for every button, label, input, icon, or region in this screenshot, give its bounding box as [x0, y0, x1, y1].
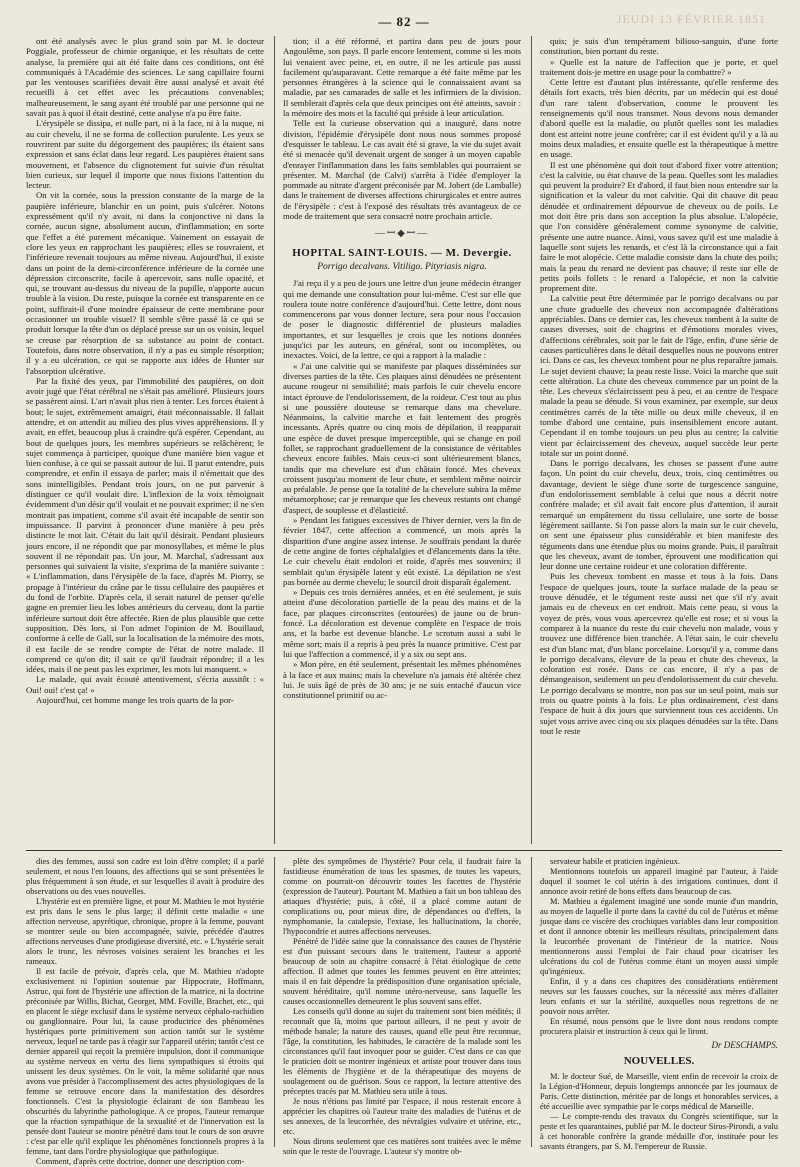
paragraph: « J'ai une calvitie qui se manifeste par plaques disséminées sur diverses parties de la tête. Ces plaques ainsi dénudées ne présentent aucune rougeur ni sensibilité; mais parfois le cuir chevelu encore intact éprouve de l'endolorissement, de la roideur. C'est tout au plus si une poussière douteuse se remarque dans ma chevelure. Néanmoins, la calvitie marche et fait lentement des progrès incessants. Après quatre ou cinq mois de dépilation, il reapparait une espèce de duvet presque imperceptible, qui se change en poil follet, se rapprochant graduellement de la consistance de véritables cheveux encore faibles. Mais ceux-ci sont ultérieurement blancs, tandis que ma chevelure est d'un châtain foncé. Mes cheveux croissent jusqu'au moment de leur chute, et semblent même noircir au préalable. Je pense que la totalité de la chevelure subira la même métamorphose; car je remarque que les cheveux restants ont changé d'aspect, de souplesse et d'élasticité.	[283, 360, 521, 515]
paragraph: dies des femmes, aussi son cadre est loin d'être complet; il a parlé seulement, et nous l'en louons, des affections qui se sont présentées le plus fréquemment à son étude, et sur lesquelles il avait à produire des observations ou des vues nouvelles.	[26, 857, 264, 896]
paragraph: Par la fixité des yeux, par l'immobilité des paupières, on doit avoir jugé que l'état cérébral ne s'était pas amélioré. Plusieurs jours se passèrent ainsi. L'art n'avait plus rien à tenter. Les forces étaient à bout; le sujet, extrêmement amaigri, était méconnaissable. Il fallait attendre, et on attendit au milieu des plus vives appréhensions. Il y avait, en effet, beaucoup plus à craindre qu'à espérer. Cependant, au bout de quelques jours, les membres supérieurs se relâchèrent; le sujet commença à participer, quoique d'une manière bien vague et bien confuse, à ce qui se passait autour de lui. Il parut entendre, puis comprendre, et enfin il essaya de parler; mais il n'émettait que des sons inintelligibles. Pendant trois jours, on ne put parvenir à distinguer ce qu'il voulait dire. L'inflexion de la voix témoignait évidemment d'un désir qu'il voulait et ne pouvait exprimer; il ne s'en montrait pas impatient, comme s'il avait été incapable de sentir son impuissance. Il parvint à prononcer d'une manière à peu près distincte le mot lait. C'était du lait qu'il désirait. Pendant plusieurs jours encore, il ne répondit que par monosyllabes, et même le plus souvent il ne répondait pas. Un jour, M. Marchal, s'adressant aux personnes qui suivaient la visite, s'exprima de la manière suivante : « L'inflammation, dans l'érysipèle de la face, d'après M. Piorry, se propage à l'intérieur du crâne par le tissu cellulaire des paupières et du fond de l'orbite. D'après cela, il serait naturel de penser qu'elle gagne en premier lieu les lobes antérieurs du cerveau, dont la partie inférieure surtout doit être affectée. Rien de plus plausible que cette supposition. Dès lors, si l'on admet l'opinion de M. Bouillaud, conforme à celle de Gall, sur la localisation de la mémoire des mots, il est facile de se rendre compte de l'état de notre malade. Il comprend ce qu'on dit; il sait ce qu'il faudrait répondre; il a les idées, mais il ne peut pas les exprimer, les mots lui manquent. »	[26, 375, 264, 675]
paragraph: Mentionnons toutefois un appareil imaginé par l'auteur, à l'aide duquel il soumet le col utérin à des irrigations continues, dont il annonce avoir retiré de bons effets dans beaucoup de cas.	[540, 867, 778, 896]
hospital-title: HOPITAL SAINT-LOUIS. — M. Devergie.	[292, 246, 512, 259]
bottom-column-2	[274, 857, 521, 1156]
page-number: — 82 —	[378, 14, 430, 29]
bottom-column-3	[531, 857, 782, 1151]
bottom-columns	[26, 857, 782, 1166]
section-ornament: —ꟷ◆ꟷ—	[375, 228, 429, 240]
paragraph: M. le docteur Sué, de Marseille, vient enfin de recevoir la croix de la Légion-d'Honneur, depuis longtemps annoncée par les journaux de Paris. Cette distinction, méritée par de longs et honorables services, a été accueillie avec sympathie par le corps médical de Marseille.	[540, 1072, 778, 1111]
paragraph: ont été analysés avec le plus grand soin par M. le docteur Poggiale, professeur de chimie organique, et les résultats de cette analyse, la première qui ait été faite dans ces conditions, ont été communiqués à l'Académie des sciences. Le sang capillaire fourni par les ventouses scarifiées devait être aussi analysé et avait été recueilli à cet effet avec les précautions convenables; malheureusement, le sang ayant été troublé par une personne qui ne savait pas à quoi il était destiné, cette analyse n'a pu être faite.	[26, 36, 264, 119]
top-columns	[26, 36, 782, 844]
paragraph: » Quelle est la nature de l'affection que je porte, et quel traitement dois-je mettre en usage pour la combattre? »	[540, 56, 778, 77]
paragraph: Je nous n'étions pas limité par l'espace, il nous resterait encore à apprécier les chapitres où l'auteur traite des maladies de l'utérus et de ses annexes, de la leucorrhée, des névralgies vulvaire et utérine, etc., etc.	[283, 1097, 521, 1136]
author-signature: Dr DESCHAMPS.	[711, 1040, 778, 1050]
paragraph: Il est facile de prévoir, d'après cela, que M. Mathieu n'adopte exclusivement ni l'opinion soutenue par Hippocrate, Hoffmann, Astruc, qui font de l'hystérie une affection de la matrice, ni la doctrine préconisée par Willis, Bichat, Georget, MM. Foville, Brachet, etc., qui en placent le siège exclusif dans le système nerveux céphalo-rachidien ou ganglionnaire. Pour lui, la cause productrice des phénomènes hystériques porte primitivement son action tantôt sur le système nerveux, lequel ne tarde pas à réagir sur l'appareil utérin; tantôt c'est ce dernier appareil qui reçoit la première impulsion, dont il communique au système nerveux en vertu des liens sympathiques si étroits qui unissent les deux systèmes. On le voit, la même solidarité que nous avons vue présider à l'accomplissement des actes physiologiques de la femme se retrouve encore dans la manifestation des désordres fonctionnels. C'est la physiologie éclairant de son flambeau les obscurités du labyrinthe pathologique. A ce propos, l'auteur remarque que la réaction sympathique de la sexualité et de l'innervation est la pensée dont l'auteur se montre pénétré dans tout le cours de son œuvre : c'est par elle qu'il explique les phénomènes fonctionnels propres à la femme, tant dans l'ordre physiologique que pathologique.	[26, 967, 264, 1156]
paragraph: plète des symptômes de l'hystérie? Pour cela, il faudrait faire la fastidieuse énumération de tous les spasmes, de toutes les vapeurs, comme on pourrait-on découvrir toutes les facettes de l'hystérie (expression de l'auteur). Pourtant M. Mathieu a fait un bon tableau des attaques d'hystérie; puis, à côté, il a placé comme autant de complications ou, pour mieux dire, de dépendances ou d'effets, la nymphomanie, la catalepsie, l'extase, les hallucinations, la chorée, l'hypocondrie et autres affections nerveuses.	[283, 857, 521, 936]
paragraph: L'hystérie est en première ligne, et pour M. Mathieu le mot hystérie est pris dans le sens le plus large; il définit cette maladie « une affection nerveuse, apyrétique, chronique, propre à la femme, pouvant se montrer seule ou bien accompagnée, suivie, précédée d'autres affections nerveuses d'une prodigieuse diversité, etc. » L'hystérie serait alors le tronc, les névroses voisines seraient les branches et les rameaux.	[26, 897, 264, 966]
paragraph: » Pendant les fatigues excessives de l'hiver dernier, vers la fin de février 1847, cette affection a commencé, un mois après la disparition d'une angine assez intense. Je souffrais pendant la durée de cette angine de fortes céphalalgies et d'élancements dans la tête. Le cuir chevelu était endolori et roide, d'après mes souvenirs; il semblait qu'un érysipèle latent y eût existé. La dépilation ne s'est pas bornée au derme chevelu; le sourcil droit disparaît également.	[283, 515, 521, 587]
paragraph: La calvitie peut être déterminée par le porrigo decalvans ou par une chute graduelle des cheveux non accompagnée d'altérations appréciables. Dans ce dernier cas, les cheveux tombent à la suite de causes diverses, soit de chagrins et d'émotions morales vives, d'affections cérébrales, soit par le fait de l'âge, enfin, d'une série de causes particulières dans le détail desquelles nous ne pouvons entrer ici. Dans ce cas, les cheveux tombent pour ne plus reparaître jamais. Le sujet devient chauve; la peau reste lisse. Voici la marche que suit cette altération. La chute des cheveux commence par un point de la tête. Les cheveux s'éclaircissent peu à peu, et au centre de l'espace malade la peau se dénude. Si vous examinez, par exemple, sur deux centimètres carrés de la tête mille ou deux mille cheveux, il en tombe d'abord une centaine, puis insensiblement encore autant. Cependant il en tombe toujours un peu plus au centre; la calvitie vient par éclaircissement des cheveux, auquel succède leur perte totale sur un point donné.	[540, 293, 778, 458]
paragraph: Les conseils qu'il donne au sujet du traitement sont bien médités; il reconnaît que là, moins que partout ailleurs, il ne peut y avoir de méthode banale; la nature des causes, quand elle peut être reconnue, l'âge, la constitution, les habitudes, le caractère de la malade sont les circonstances qu'il faut invoquer pour se guider. C'est dans ce cas que le praticien doit se montrer ingénieux et artiste pour trouver dans tous les éléments de l'hygiène et de la thérapeutique des moyens de soulagement ou de guérison. Sous ce rapport, la lecture attentive des préceptes tracés par M. Mathieu sera utile à tous.	[283, 1007, 521, 1096]
horizontal-rule	[26, 850, 782, 851]
paragraph: Pénétré de l'idée saine que la connaissance des causes de l'hystérie est d'un puissant secours dans le traitement, l'auteur a apporté beaucoup de soin au chapitre consacré à l'état étiologique de cette affection. Il admet que toutes les femmes peuvent en être atteintes; mais il en fait dépendre la prédisposition d'une organisation spéciale, souvent héréditaire, qu'il nomme utéro-nerveuse, sans laquelle les causes occasionnelles demeurent le plus souvent sans effet.	[283, 937, 521, 1006]
paragraph: Comment, d'après cette doctrine, donner une description com-	[36, 1157, 245, 1166]
paragraph: On vit la cornée, sous la pression constante de la marge de la paupière inférieure, blanchir en un point, puis s'ulcérer. Notons expressément qu'il n'y avait, ni dans la conjonctive ni dans la cornée, aucun signe, absolument aucun, d'inflammation; en sorte que l'effet a été purement mécanique. Vainement on essayait de clore les yeux en rapprochant les paupières; elles se rouvraient, et l'inférieure revenait toujours au même niveau. Aujourd'hui, il existe dans un point de la demi-circonférence inférieure de la cornée une dépression circonscrite, facile à apercevoir, sans nulle opacité, et qui, se trouvant au-dessus du niveau de la pupille, n'apporte aucun trouble à la vision. Du reste, puisque la cornée est transparente en ce point, suffirait-il d'une moindre épaisseur de cette membrane pour occasionner un trouble visuel? Il semble s'être passé là ce qui se produit lorsque la tête d'un os déplacé presse sur un os voisin, lequel se creuse par résorption de sa substance au point de contact. Toutefois, dans notre observation, il n'y a pas eu simple résorption; il y a eu ulcération, ce qui se rapporte aux idées de Hunter sur l'absorption ulcérative.	[26, 190, 264, 376]
paragraph: » Depuis ces trois dernières années, et en été seulement, je suis atteint d'une décoloration partielle de la peau des mains et de la face, par plaques circonscrites (entourées) de jaune ou de brun-foncé. La décoloration est devenue complète en l'espace de trois ans, et la barbe est devenue blanche. Le scrotum aussi a subi le même sort; mais il a repris à peu près la nuance primitive. C'est par lui que l'affection a commencé, il y a six ou sept ans.	[283, 587, 521, 659]
hospital-subtitle: Porrigo decalvans. Vitiligo. Pityriasis nigra.	[317, 261, 487, 272]
column-1	[26, 36, 264, 844]
paragraph: Aujourd'hui, cet homme mange les trois quarts de la por-	[36, 695, 234, 705]
paragraph: J'ai reçu il y a peu de jours une lettre d'un jeune médecin étranger qui me demande une consultation pour lui-même. C'est sur elle que roulera toute notre conférence d'aujourd'hui. Cette lettre, dont nous commencerons par vous donner lecture, sera pour nous l'occasion de poser le diagnostic différentiel de plusieurs maladies importantes, et sur lesquelles je crois que les notions données jusqu'ici par les auteurs, en général, sont ou incomplètes, ou inexactes. Voici, de la lettre, ce qui a rapport à la maladie :	[283, 278, 521, 361]
paragraph: Nous dirons seulement que ces matières sont traitées avec le même soin que le reste de l'ouvrage. L'auteur s'y montre ob-	[283, 1137, 521, 1156]
nouvelles-title: NOUVELLES.	[623, 1055, 695, 1067]
paragraph: Cette lettre est d'autant plus intéressante, qu'elle renferme des détails fort exacts, très bien décrits, par un médecin qui est doué d'un rare talent d'observation, comme le prouvent les renseignements qu'il nous transmet. Nous devons nous demander d'abord quelle est la maladie, ou plutôt quelles sont les maladies dont est atteint notre jeune confrère; car il est évident qu'il y a là au moins deux maladies, et ensuite quelle est la thérapeutique à mettre en usage.	[540, 77, 778, 160]
paragraph: — Le compte-rendu des travaux du Congrès scientifique, sur la peste et les quarantaines, publié par M. le docteur Sirus-Pirondi, a valu à cet honorable confrère la grande médaille d'or, instituée pour les savants étrangers, par S. M. l'empereur de Russie.	[540, 1112, 778, 1151]
paragraph: En résumé, nous pensons que le livre dont nous rendons compte procurera plaisir et instruction à ceux qui le liront.	[540, 1017, 778, 1036]
paragraph: Puis les cheveux tombent en masse et tous à la fois. Dans l'espace de quelques jours, toute la surface malade de la peau se trouve dénudée, et le tégument reste aussi net que s'il n'y avait jamais eu de cheveux en cet endroit. Mais cette peau, si vous la voyez de près, vous vous apercevrez qu'elle est rose; et si vous la comparez à la nuance du reste du cuir chevelu non malade, vous y trouvez une différence bien tranchée. A l'état sain, le cuir chevelu est d'un blanc mat, d'un blanc porcelaine. Lorsqu'il y a, comme dans le porrigo decalvans, élevure de la peau et chute des cheveux, la coloration est rosée. Dans ce cas encore, il n'y a pas de démangeaison, seulement un peu d'endolorissement du cuir chevelu. Le porrigo decalvans se montre, non pas sur un seul point, mais sur trois ou quatre points à la fois. Le plus ordinairement, c'est dans l'espace de huit à dix jours que surviennent tous ces accidents. Un sujet vous arrive avec cinq ou six plaques dénudées sur la tête. Dans tout le reste	[540, 571, 778, 736]
paragraph: L'érysipèle se dissipa, et nulle part, ni à la face, ni à la nuque, ni au cuir chevelu, il ne se forma de collection purulente. Les yeux se rouvrirent par suite du dégorgement des paupières; ils étaient sans expression et sans éclat dans leur regard. Les paupières étaient sans mouvement, et l'absence du clignotement fut suivie d'un résultat bien curieux, sur lequel il importe que nous fixions l'attention du lecteur.	[26, 118, 264, 191]
bleed-through-date: JEUDI 13 FÉVRIER 1851	[616, 12, 766, 26]
paragraph: Il est une phénomène qui doit tout d'abord fixer votre attention; c'est la calvitie, ou état chauve de la peau. Quelles sont les maladies qui peuvent la produire? Et d'abord, il faut bien nous entendre sur la signification et la valeur du mot calvitie. Qui dit chauve dit peau dénudée et ordinairement dépourvue de cheveux ou de poils. Le mot doit être pris dans son acception la plus absolue. L'alopécie, que l'on considère généralement comme synonyme de calvitie, présente une autre nuance. Ainsi, vous savez qu'il est une maladie à laquelle sont sujets les renards, et c'est là la circonstance qui a fait faire le mot alopécie. Cette maladie consiste dans la chute des poils; mais la peau du renard ne devient pas chauve; il reste sur elle de petits poils follets : le renard a l'alopécie, et non la calvitie proprement dite.	[540, 159, 778, 294]
paragraph: Dans le porrigo decalvans, les choses se passent d'une autre façon. Un point du cuir chevelu, deux, trois, cinq centimètres ou davantage, devient le siège d'une sorte de turgescence sanguine, d'un endolorissement semblable à celui que nous a décrit notre confrère malade; et s'il avait fait encore plus d'attention, il aurait remarqué un empâtement du tissu cellulaire, une sorte de bosse légèrement saillante. Si l'on passe alors la main sur le cuir chevelu, on sent une épaisseur plus considérable et bien manifeste des téguments dans une étendue plus ou moins grande. Puis, il paraîtrait que les cheveux, avant de tomber, éprouvent une modification qui leur donne une certaine roideur et une coloration différente.	[540, 458, 778, 572]
paragraph: Enfin, il y a dans ces chapitres des considérations entièrement neuves sur les fausses couches, sur la nécessité aux mères d'allaiter leurs enfants et sur la stérilité, auxquelles nous regrettons de ne pouvoir nous arrêter.	[540, 977, 778, 1016]
paragraph: M. Mathieu a également imaginé une sonde munie d'un mandrin, au moyen de laquelle il porte dans la cavité du col de l'utérus et même jusque dans ce viscère des crochiques variables dans leur composition et dont il annonce obtenir les meilleurs résultats, principalement dans la leucorrhée provenant de l'intérieur de la matrice. Nous mentionnerons aussi l'emploi de l'air chaud pour cicatriser les ulcérations du col de l'utérus comme étant un moyen aussi simple qu'ingénieux.	[540, 897, 778, 976]
paragraph: tion; il a été réformé, et partira dans peu de jours pour Angoulême, son pays. Il parle encore lentement, comme si les mots lui venaient avec peine, et, en outre, il ne les articule pas aussi facilement qu'auparavant. Cette remarque a été faite même par les personnes étrangères à la science qui le connaissaient avant sa maladie, par ses camarades de salle et les infirmiers de la division. Il semblerait d'après cela que deux principes ont été atteints, savoir : la mémoire des mots et la faculté qui préside à leur articulation.	[283, 36, 521, 119]
column-3	[531, 36, 782, 844]
bottom-column-1	[26, 857, 264, 1166]
column-2	[274, 36, 521, 844]
paragraph: Le malade, qui avait écouté attentivement, s'écria aussitôt : « Oui! oui! c'est ça! »	[26, 674, 264, 695]
paragraph: Telle est la curieuse observation qui a inauguré, dans notre division, l'épidémie d'érysipèle dont nous nous sommes proposé d'esquisser le tableau. Le cas avait été si grave, la vie du sujet avait été si menacée qu'il devenait urgent de songer à un moyen capable d'enrayer l'inflammation dans les faits semblables qui pourraient se présenter. M. Marchal (de Calvi) s'arrêta à l'idée d'employer la pommade au nitrate d'argent préconisée par M. Jobert (de Lamballe) dans le traitement de diverses affections chirurgicales et entre autres de l'érysipèle : c'est à l'exposé des résultats très avantageux de ce mode de traitement que sera consacré notre prochain article.	[283, 118, 521, 222]
paragraph: » Mon père, en été seulement, présentait les mêmes phénomènes à la face et aux mains; mais la chevelure n'a jamais été altérée chez lui. Je suis âgé de près de 30 ans; je ne suis entaché d'aucun vice constitutionnel primitif ou ac-	[283, 659, 521, 701]
paragraph: quis; je suis d'un tempérament bilioso-sanguin, d'une forte constitution, bien portant du reste.	[540, 36, 778, 57]
paragraph: servateur habile et praticien ingénieux.	[550, 857, 680, 866]
